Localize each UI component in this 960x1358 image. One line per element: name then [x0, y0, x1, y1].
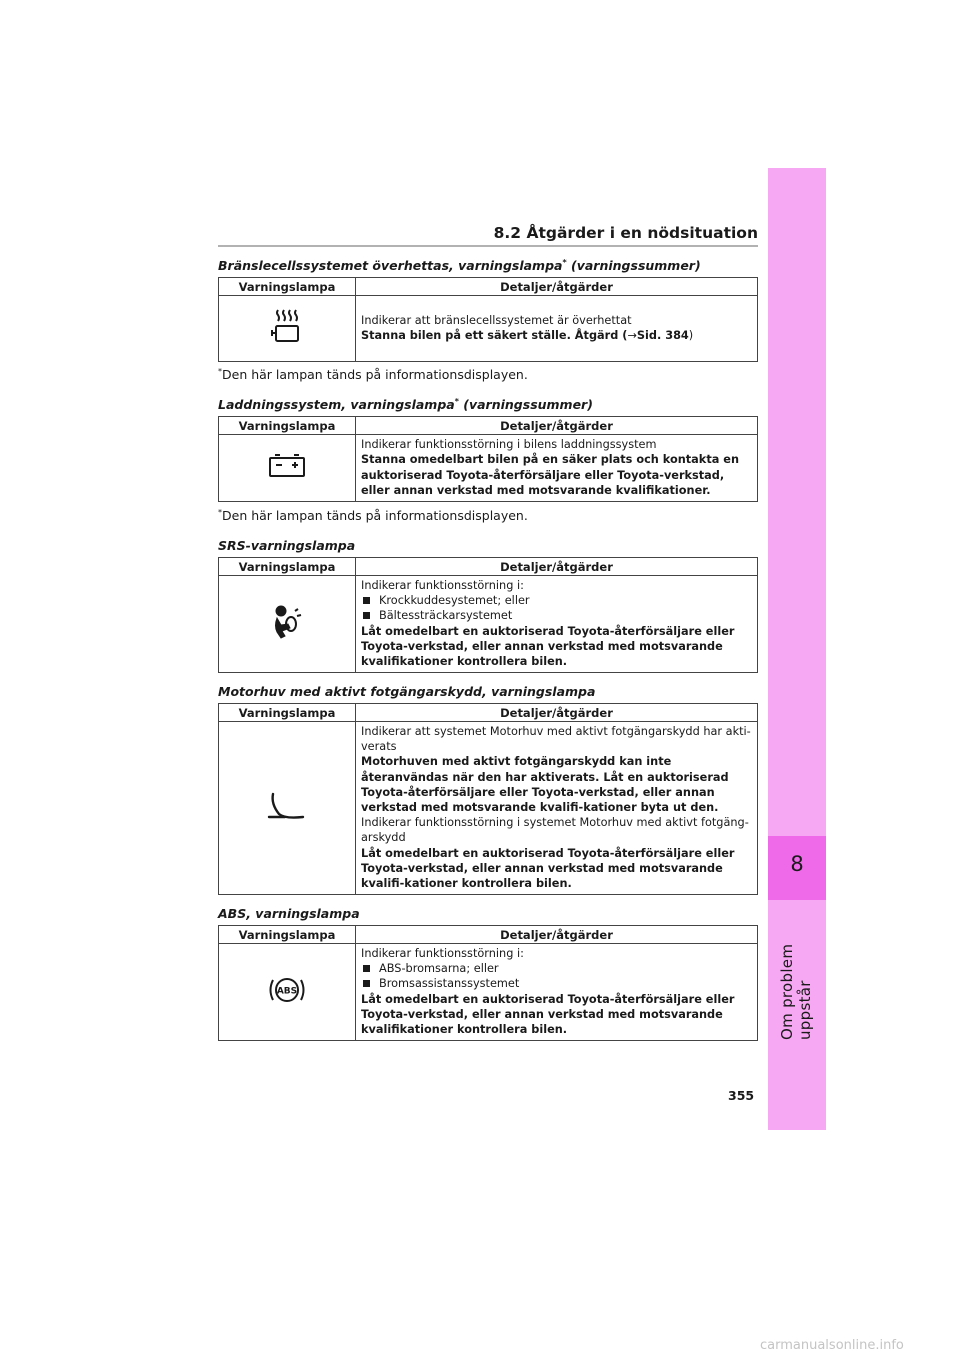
srs-table: [218, 557, 758, 673]
detail-action: Låt omedelbart en auktoriserad Toyota-återförsäljare eller Toyota-verkstad, eller annan verkstad med motsvarande kvalifi-kationer kontrollera bilen.: [361, 846, 735, 891]
table-header-row: [219, 278, 758, 296]
pedestrian-section-title: Motorhuv med aktivt fotgängarskydd, varningslampa: [218, 684, 596, 699]
col-header-lamp: Varningslampa: [219, 278, 356, 296]
col-header-details: Detaljer/åtgärder: [356, 278, 758, 296]
charging-footnote: *Den här lampan tänds på informationsdisplayen.: [218, 508, 528, 524]
detail-action: Motorhuven med aktivt fotgängarskydd kan inte återanvändas när den har aktiverats. Låt en auktoriserad Toyota-återförsäljare eller Toyota-verkstad, eller annan verkstad med motsvarande kvalifi-kationer byta ut den.: [361, 755, 729, 815]
table-row: [219, 722, 758, 895]
col-header-details: Detaljer/åtgärder: [356, 926, 758, 944]
detail-action: Låt omedelbart en auktoriserad Toyota-återförsäljare eller Toyota-verkstad, eller annan verkstad med motsvarande kvalifikationer kontrollera bilen.: [361, 992, 735, 1037]
chapter-label: Om problem uppstår: [778, 943, 814, 1040]
detail-text: Indikerar funktionsstörning i:: [361, 579, 524, 592]
abs-icon-label: ABS: [276, 986, 298, 997]
abs-section-title: ABS, varningslampa: [218, 906, 360, 921]
pop-up-hood-icon: [265, 790, 309, 822]
abs-details: [356, 944, 758, 1041]
charging-details: [356, 435, 758, 502]
list-item: Krockkuddesystemet; eller: [361, 593, 754, 608]
fuel-cell-details: [356, 296, 758, 362]
abs-table: [218, 925, 758, 1041]
col-header-details: Detaljer/åtgärder: [356, 417, 758, 435]
fuel-cell-icon-cell: [219, 296, 356, 362]
col-header-details: Detaljer/åtgärder: [356, 558, 758, 576]
charging-table: [218, 416, 758, 502]
list-item: ABS-bromsarna; eller: [361, 961, 754, 976]
col-header-lamp: Varningslampa: [219, 704, 356, 722]
watermark: carmanualsonline.info: [760, 1338, 904, 1353]
pedestrian-details: [356, 722, 758, 895]
detail-action: Stanna omedelbart bilen på en säker plats och kontakta en auktoriserad Toyota-återförsäljare eller Toyota-verkstad, eller annan verkstad med motsvarande kvalifikationer.: [361, 453, 739, 497]
detail-text: Indikerar att systemet Motorhuv med aktivt fotgängarskydd har akti-verats: [361, 725, 751, 754]
section-header-title: 8.2 Åtgärder i en nödsituation: [493, 224, 758, 242]
srs-icon-cell: [219, 576, 356, 673]
detail-text: Indikerar funktionsstörning i systemet Motorhuv med aktivt fotgäng-arskydd: [361, 816, 749, 845]
detail-text: Indikerar att bränslecellssystemet är överhettat: [361, 313, 632, 327]
table-row: [219, 435, 758, 502]
charging-icon-cell: [219, 435, 356, 502]
page-number: 355: [728, 1088, 755, 1103]
airbag-icon: [267, 602, 307, 642]
col-header-lamp: Varningslampa: [219, 926, 356, 944]
detail-action: Stanna bilen på ett säkert ställe. Åtgärd (→Sid. 384): [361, 329, 694, 342]
fuel-cell-overheat-icon: [267, 307, 307, 347]
table-row: [219, 944, 758, 1041]
table-row: [219, 576, 758, 673]
table-row: [219, 296, 758, 362]
detail-text: Indikerar funktionsstörning i bilens laddningssystem: [361, 438, 657, 452]
fuel-cell-footnote: *Den här lampan tänds på informationsdisplayen.: [218, 367, 528, 383]
fuel-cell-table: [218, 277, 758, 362]
abs-icon: [265, 972, 309, 1008]
srs-details: [356, 576, 758, 673]
list-item: Bromsassistanssystemet: [361, 976, 754, 991]
col-header-lamp: Varningslampa: [219, 417, 356, 435]
table-header-row: [219, 417, 758, 435]
chapter-number: 8: [790, 852, 804, 876]
charging-section-title: Laddningssystem, varningslampa* (varningssummer): [218, 397, 593, 413]
pedestrian-table: [218, 703, 758, 895]
list-item: Bältessträckarsystemet: [361, 608, 754, 623]
col-header-lamp: Varningslampa: [219, 558, 356, 576]
col-header-details: Detaljer/åtgärder: [356, 704, 758, 722]
pedestrian-icon-cell: [219, 722, 356, 895]
srs-section-title: SRS-varningslampa: [218, 538, 356, 553]
battery-icon: [267, 453, 307, 479]
page-reference-link[interactable]: Sid. 384: [636, 329, 689, 342]
detail-text: Indikerar funktionsstörning i:: [361, 947, 524, 960]
fuel-cell-section-title: Bränslecellssystemet överhettas, varningslampa* (varningssummer): [218, 258, 701, 274]
header-rule: [218, 245, 758, 247]
abs-icon-cell: [219, 944, 356, 1041]
table-header-row: [219, 704, 758, 722]
table-header-row: [219, 558, 758, 576]
detail-action: Låt omedelbart en auktoriserad Toyota-återförsäljare eller Toyota-verkstad, eller annan verkstad med motsvarande kvalifikationer kontrollera bilen.: [361, 624, 735, 669]
table-header-row: [219, 926, 758, 944]
